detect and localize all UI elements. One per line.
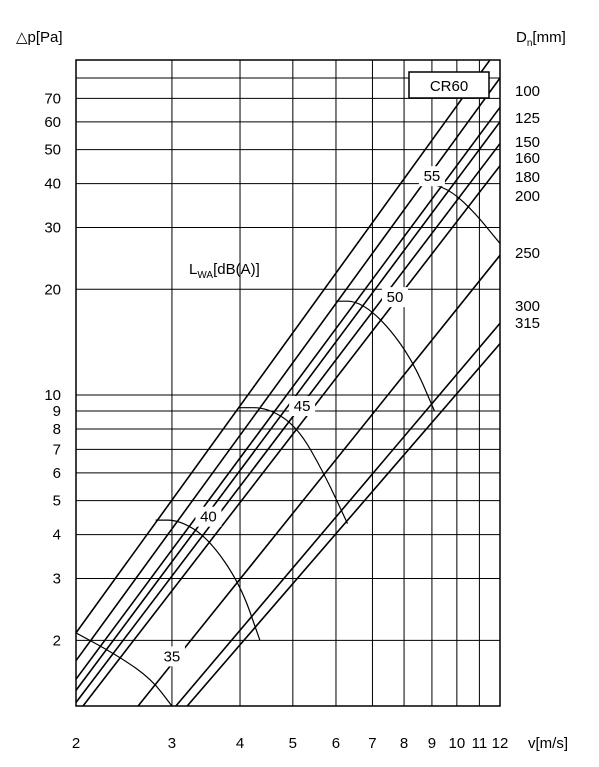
y-tick-label: 70 (44, 90, 61, 108)
curve-labels (159, 166, 445, 666)
x-tick-labels (72, 735, 509, 752)
y-tick-label: 40 (44, 175, 61, 193)
y-tick-label: 50 (44, 141, 61, 159)
y-tick-label: 7 (52, 441, 61, 459)
diameter-label-315: 315 (515, 315, 541, 332)
sound-label-55: 55 (423, 168, 441, 186)
diameter-label-250: 250 (515, 245, 541, 262)
sound-label-45: 45 (293, 398, 311, 416)
dn-axis-label: $D_n[mm]$ (516, 29, 566, 49)
duct-line-160 (76, 122, 500, 691)
y-axis-label: △p[Pa] (16, 29, 63, 46)
diameter-label-300: 300 (515, 298, 541, 315)
x-tick-label: 10 (448, 735, 466, 752)
sound-curve-35 (76, 633, 172, 706)
diameter-label-100: 100 (515, 83, 541, 100)
sound-label-40: 40 (200, 508, 217, 526)
x-tick-label: 6 (331, 735, 341, 752)
y-tick-label: 9 (52, 403, 61, 421)
x-tick-label: 7 (368, 735, 377, 752)
duct-line-200 (83, 166, 500, 706)
duct-line-250 (138, 255, 500, 706)
sound-label-35: 35 (163, 648, 181, 666)
diameter-label-150: 150 (515, 134, 541, 151)
duct-line-150 (76, 107, 500, 679)
x-tick-label: 9 (427, 735, 437, 752)
plot-frame (76, 60, 500, 706)
diameter-labels (515, 83, 540, 332)
sound-curves (76, 184, 500, 706)
x-tick-label: 5 (288, 735, 298, 752)
gridlines (76, 60, 500, 706)
lwa-label: $L_{WA}[dB(A)]$ (189, 261, 260, 281)
delta-symbol: △ (16, 29, 28, 46)
diameter-label-180: 180 (515, 169, 541, 186)
x-tick-label: 3 (167, 735, 177, 752)
diameter-label-200: 200 (515, 188, 541, 205)
model-label: CR60 (429, 78, 469, 95)
y-tick-label: 2 (52, 632, 61, 650)
y-tick-label: 60 (44, 113, 61, 131)
x-axis-label: v[m/s] (528, 735, 568, 752)
diameter-label-160: 160 (515, 150, 541, 167)
sound-curve-55 (432, 184, 500, 244)
x-tick-label: 4 (235, 735, 245, 752)
duct-lines (76, 60, 500, 706)
y-tick-label: 3 (52, 570, 61, 588)
x-tick-label: 8 (399, 735, 409, 752)
y-tick-labels (44, 90, 61, 649)
y-tick-label: 6 (52, 464, 61, 482)
diameter-label-125: 125 (515, 110, 541, 127)
y-tick-label: 5 (52, 492, 61, 510)
x-tick-label: 11 (471, 735, 488, 752)
duct-line-315 (187, 344, 500, 706)
x-tick-label: 12 (491, 735, 509, 752)
sound-label-50: 50 (386, 289, 404, 307)
y-tick-label: 8 (52, 420, 61, 438)
y-tick-label: 4 (52, 526, 61, 544)
sound-curve-40 (156, 520, 260, 640)
y-tick-label: 30 (44, 219, 61, 237)
y-tick-label: 10 (44, 386, 61, 404)
y-tick-label: 20 (44, 281, 61, 299)
x-tick-label: 2 (71, 735, 81, 752)
duct-line-300 (176, 323, 500, 706)
